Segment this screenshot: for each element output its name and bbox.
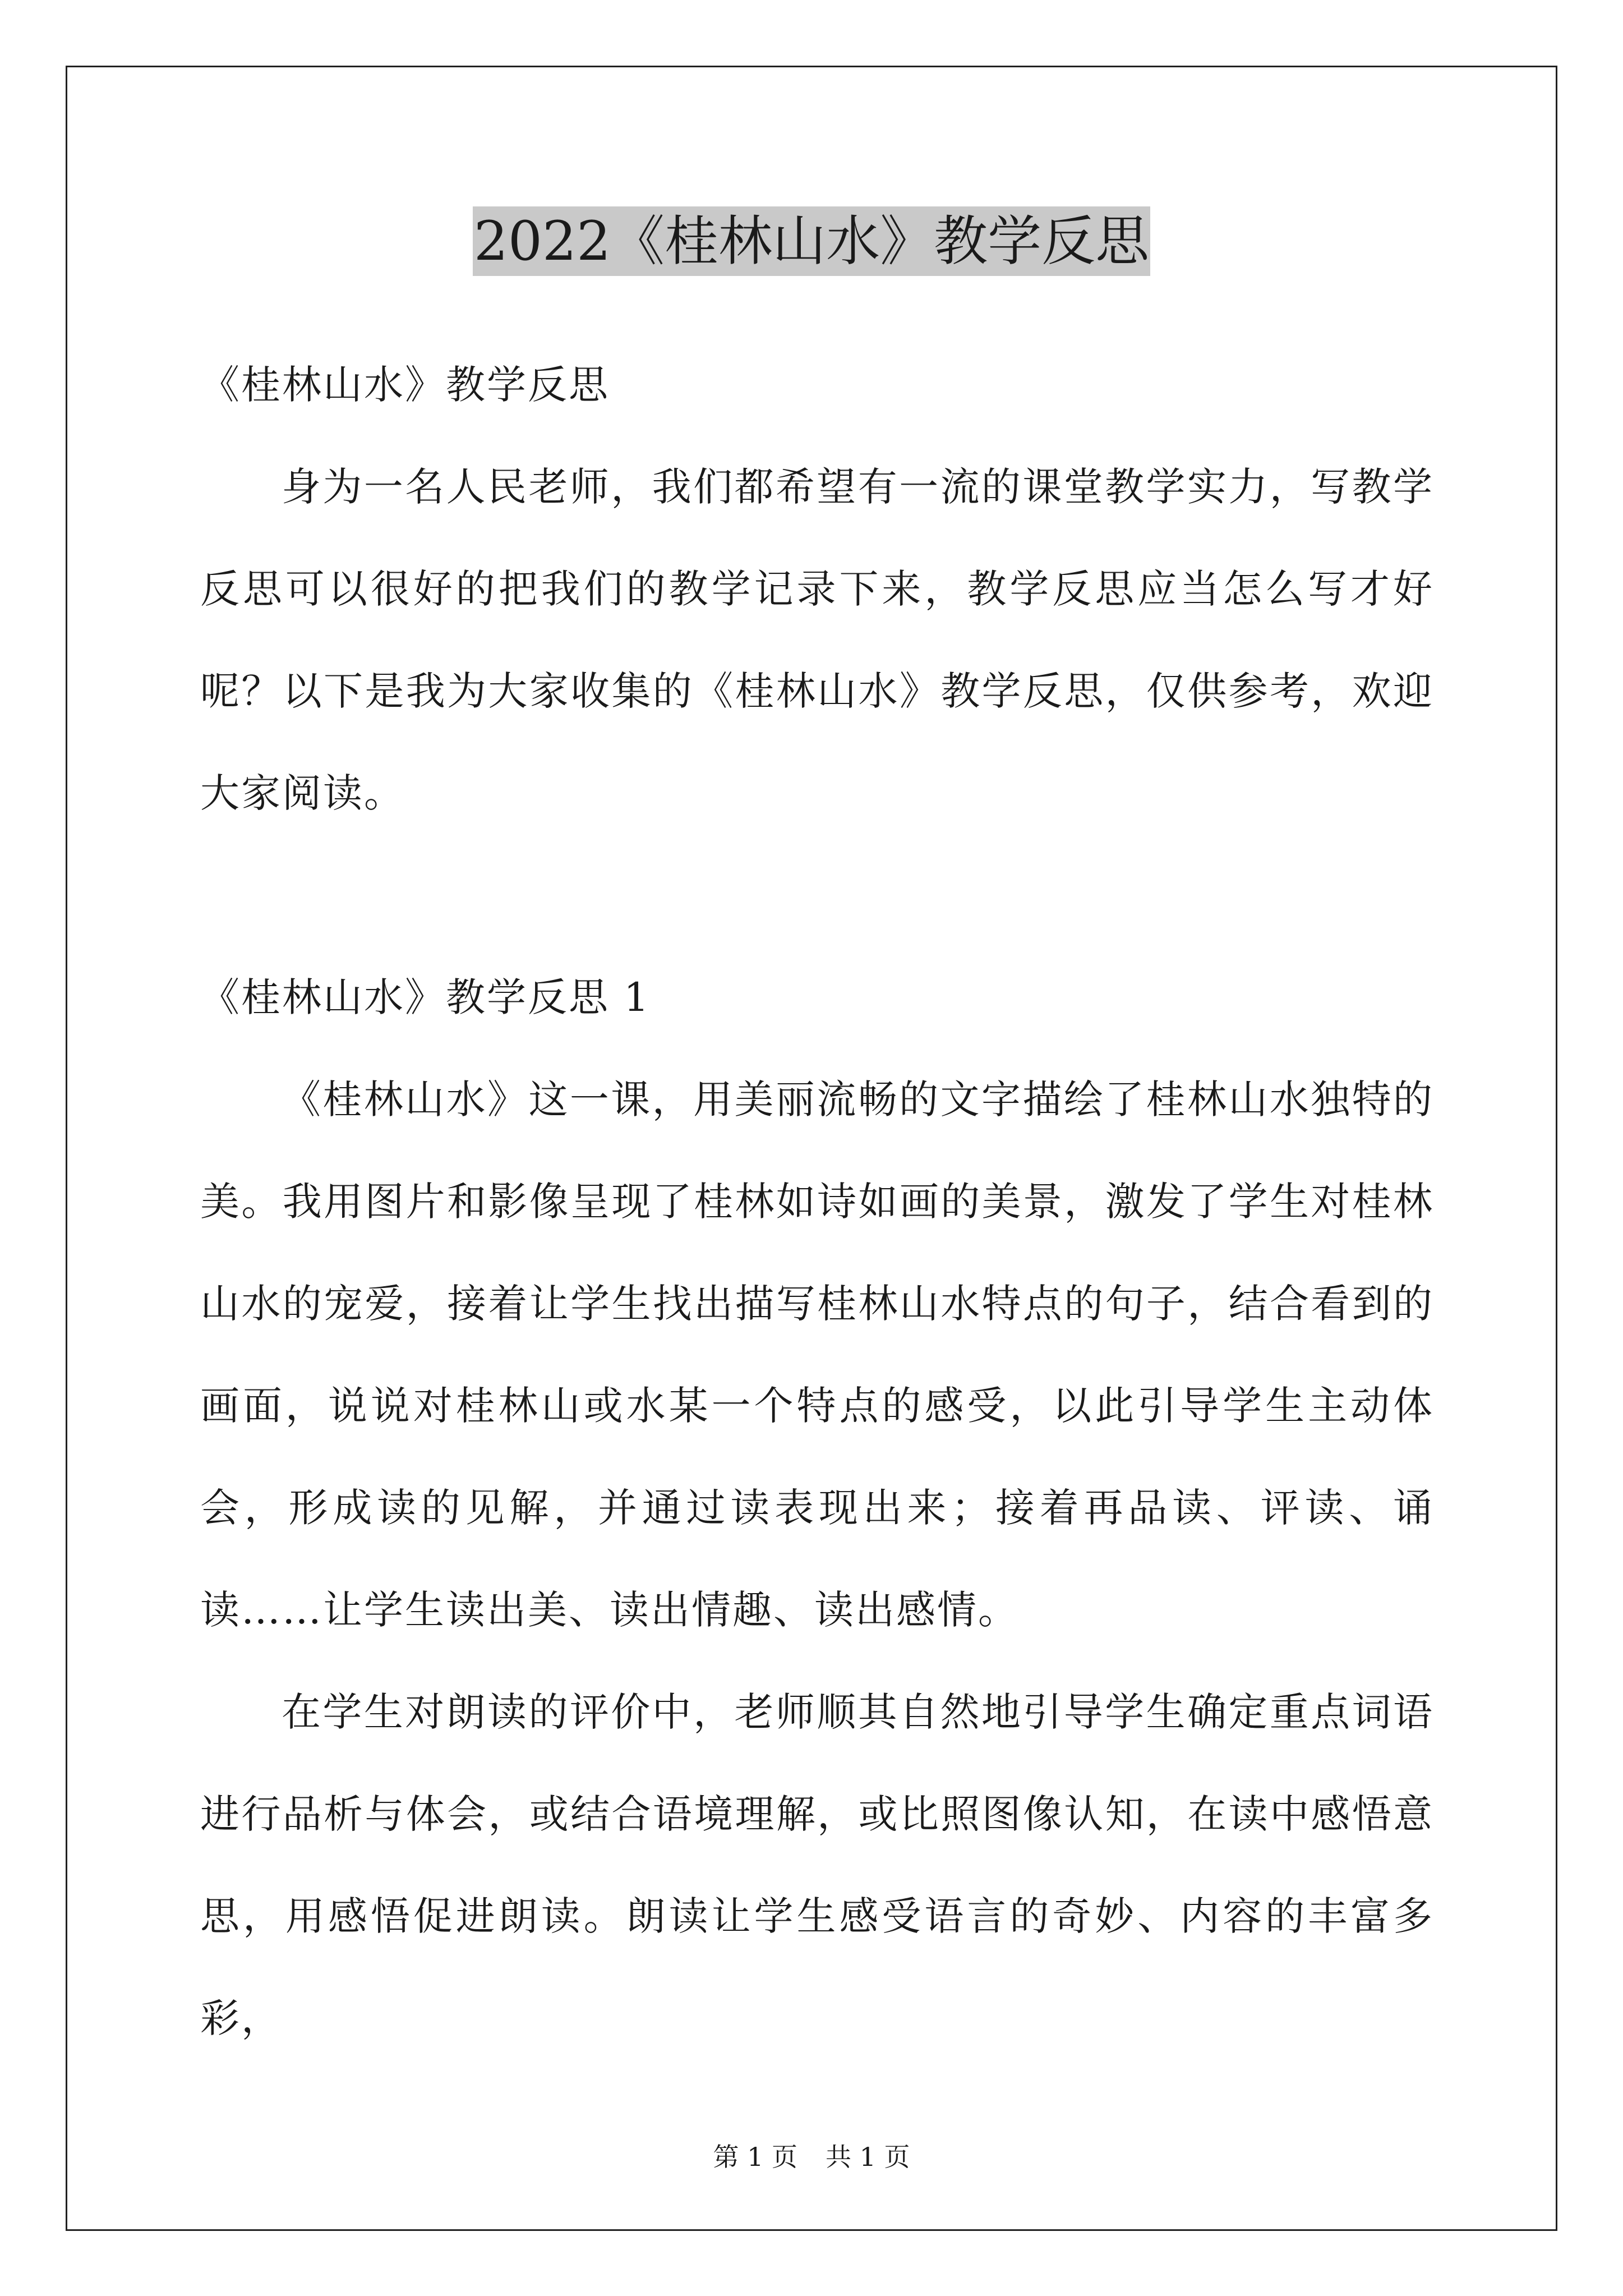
- intro-heading: 《桂林山水》教学反思: [200, 362, 610, 408]
- page-number-total: 共 1 页: [826, 2142, 910, 2172]
- page-footer: [0, 2140, 1623, 2174]
- section-spacer: [200, 844, 1434, 946]
- section-heading: 《桂林山水》教学反思 1: [200, 974, 651, 1020]
- intro-paragraph: 身为一名人民老师，我们都希望有一流的课堂教学实力，写教学反思可以很好的把我们的教学记录下来，教学反思应当怎么写才好呢？以下是我为大家收集的《桂林山水》教学反思，仅供参考，欢迎大家阅读。: [200, 464, 1434, 816]
- document-title: 2022《桂林山水》教学反思: [473, 206, 1150, 276]
- body-paragraph: 在学生对朗读的评价中，老师顺其自然地引导学生确定重点词语进行品析与体会，或结合语境理解，或比照图像认知，在读中感悟意思，用感悟促进朗读。朗读让学生感受语言的奇妙、内容的丰富多彩，: [200, 1689, 1434, 2041]
- document-title-wrapper: [0, 208, 1623, 275]
- body-paragraph: 《桂林山水》这一课，用美丽流畅的文字描绘了桂林山水独特的美。我用图片和影像呈现了桂林如诗如画的美景，激发了学生对桂林山水的宠爱，接着让学生找出描写桂林山水特点的句子，结合看到的画面，说说对桂林山或水某一个特点的感受，以此引导学生主动体会，形成读的见解，并通过读表现出来；接着再品读、评读、诵读……让学生读出美、读出情趣、读出感情。: [200, 1076, 1434, 1633]
- document-body: [200, 334, 1434, 2069]
- page-number-current: 第 1 页: [713, 2142, 797, 2172]
